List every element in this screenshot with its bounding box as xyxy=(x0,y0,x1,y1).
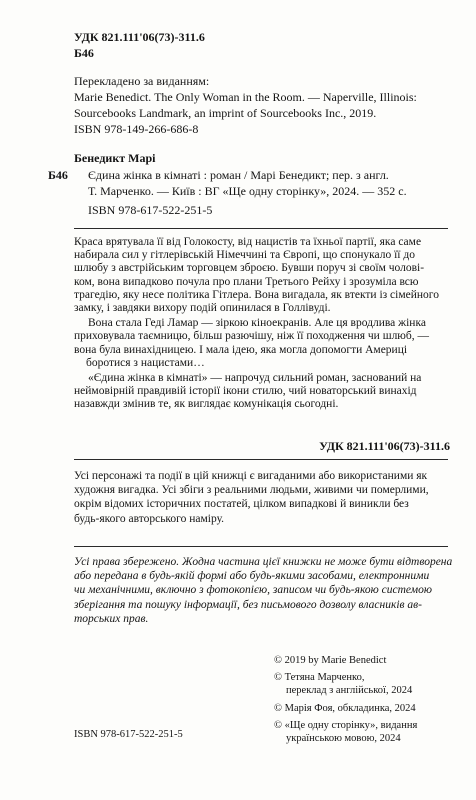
annotation-udk: УДК 821.111'06(73)-311.6 xyxy=(319,439,450,453)
annotation-line: Краса врятувала її від Голокосту, від нацистів та їхньої партії, яка саме xyxy=(74,236,422,248)
rights-line: або передана в будь-якій формі або будь-якими засобами, електронними xyxy=(74,570,430,583)
annotation-line: замку, і завдяки вихору подій опинилася в Голлівуді. xyxy=(74,302,331,315)
annotation-line: боротися з нацистами… xyxy=(86,356,205,369)
annotation-line: «Єдина жінка в кімнаті» — напрочуд сильний роман, заснований на xyxy=(88,372,422,385)
translation-note-line: Marie Benedict. The Only Woman in the Room. — Naperville, Illinois: xyxy=(74,90,417,104)
translation-note xyxy=(74,74,454,136)
rights-line: торських прав. xyxy=(74,612,149,625)
disclaimer-line: будь-якого авторського наміру. xyxy=(74,512,225,525)
footer-isbn: ISBN 978-617-522-251-5 xyxy=(74,729,183,740)
copyright-line: © 2019 by Marie Benedict xyxy=(274,655,387,666)
copyright-line: українською мовою, 2024 xyxy=(286,733,401,745)
divider xyxy=(74,546,448,547)
disclaimer-line: художня вигадка. Усі збіги з реальними людьми, живими чи померлими, xyxy=(74,484,429,497)
annotation-line: набирала сил у гітлерівській Німеччині та Європі, що спонукало її до xyxy=(74,249,415,262)
catalog-line: Т. Марченко. — Київ : ВГ «Ще одну сторінку», 2024. — 352 с. xyxy=(88,184,407,198)
annotation-line: шлюбу з австрійським торговцем зброєю. Бувши поруч зі своїм чолові- xyxy=(74,262,425,275)
disclaimer-line: окрім відомих історичних постатей, цілком випадкові й виникли без xyxy=(74,498,409,511)
annotation-line: Вона стала Геді Ламар — зіркою кіноекранів. Але ця вродлива жінка xyxy=(88,317,426,330)
annotation-line: назавжди змінив те, як виглядає комунікація сьогодні. xyxy=(74,398,339,411)
copyright-block xyxy=(274,654,464,745)
catalog-code: Б46 xyxy=(48,168,68,182)
catalog-isbn: ISBN 978-617-522-251-5 xyxy=(88,203,213,217)
bbk-code: Б46 xyxy=(74,46,94,60)
rights-line: чи механічними, включно з фотокопією, записом чи будь-якою системою xyxy=(74,584,432,597)
rights-line: зберігання та пошуку інформації, без письмового дозволу власників ав- xyxy=(74,598,422,611)
copyright-line: © Тетяна Марченко, xyxy=(274,672,365,684)
divider xyxy=(74,459,448,460)
annotation-line: приховувала таємницю, більш разючішу, ніж її походження чи шлюб, — xyxy=(74,330,429,343)
copyright-line: © «Ще одну сторінку», видання xyxy=(274,719,418,731)
catalog-description xyxy=(88,168,458,217)
translation-note-line: Sourcebooks Landmark, an imprint of Sourcebooks Inc., 2019. xyxy=(74,106,377,120)
udk-code: УДК 821.111'06(73)-311.6 xyxy=(74,30,205,44)
annotation-line: неймовірній правдивій історії ікони стилю, чий новаторський винахід xyxy=(74,385,417,398)
annotation-line: трагедію, яку несе політика Гітлера. Вона вигадала, як втекти із сімейного xyxy=(74,288,439,301)
translation-note-line: Перекладено за виданням: xyxy=(74,74,210,88)
translation-note-line: ISBN 978-149-266-686-8 xyxy=(74,122,199,136)
disclaimer-line: Усі персонажі та події в цій книжці є вигаданими або використаними як xyxy=(74,470,428,482)
divider xyxy=(74,228,448,229)
copyright-line: переклад з англійської, 2024 xyxy=(286,685,413,697)
copyright-line: © Марія Фоя, обкладинка, 2024 xyxy=(274,702,416,714)
annotation-line: ком, вона випадково почула про плани Третього Рейху і зрозуміла всю xyxy=(74,275,419,288)
rights-line: Усі права збережено. Жодна частина цієї книжки не може бути відтворена xyxy=(74,556,453,568)
annotation xyxy=(74,236,450,412)
disclaimer xyxy=(74,470,454,526)
rights-notice xyxy=(74,556,454,626)
catalog-author: Бенедикт Марі xyxy=(74,151,156,165)
catalog-line: Єдина жінка в кімнаті : роман / Марі Бенедикт; пер. з англ. xyxy=(88,168,389,182)
annotation-line: вона була винахідницею. І мала ідею, яка могла допомогти Америці xyxy=(74,343,408,356)
